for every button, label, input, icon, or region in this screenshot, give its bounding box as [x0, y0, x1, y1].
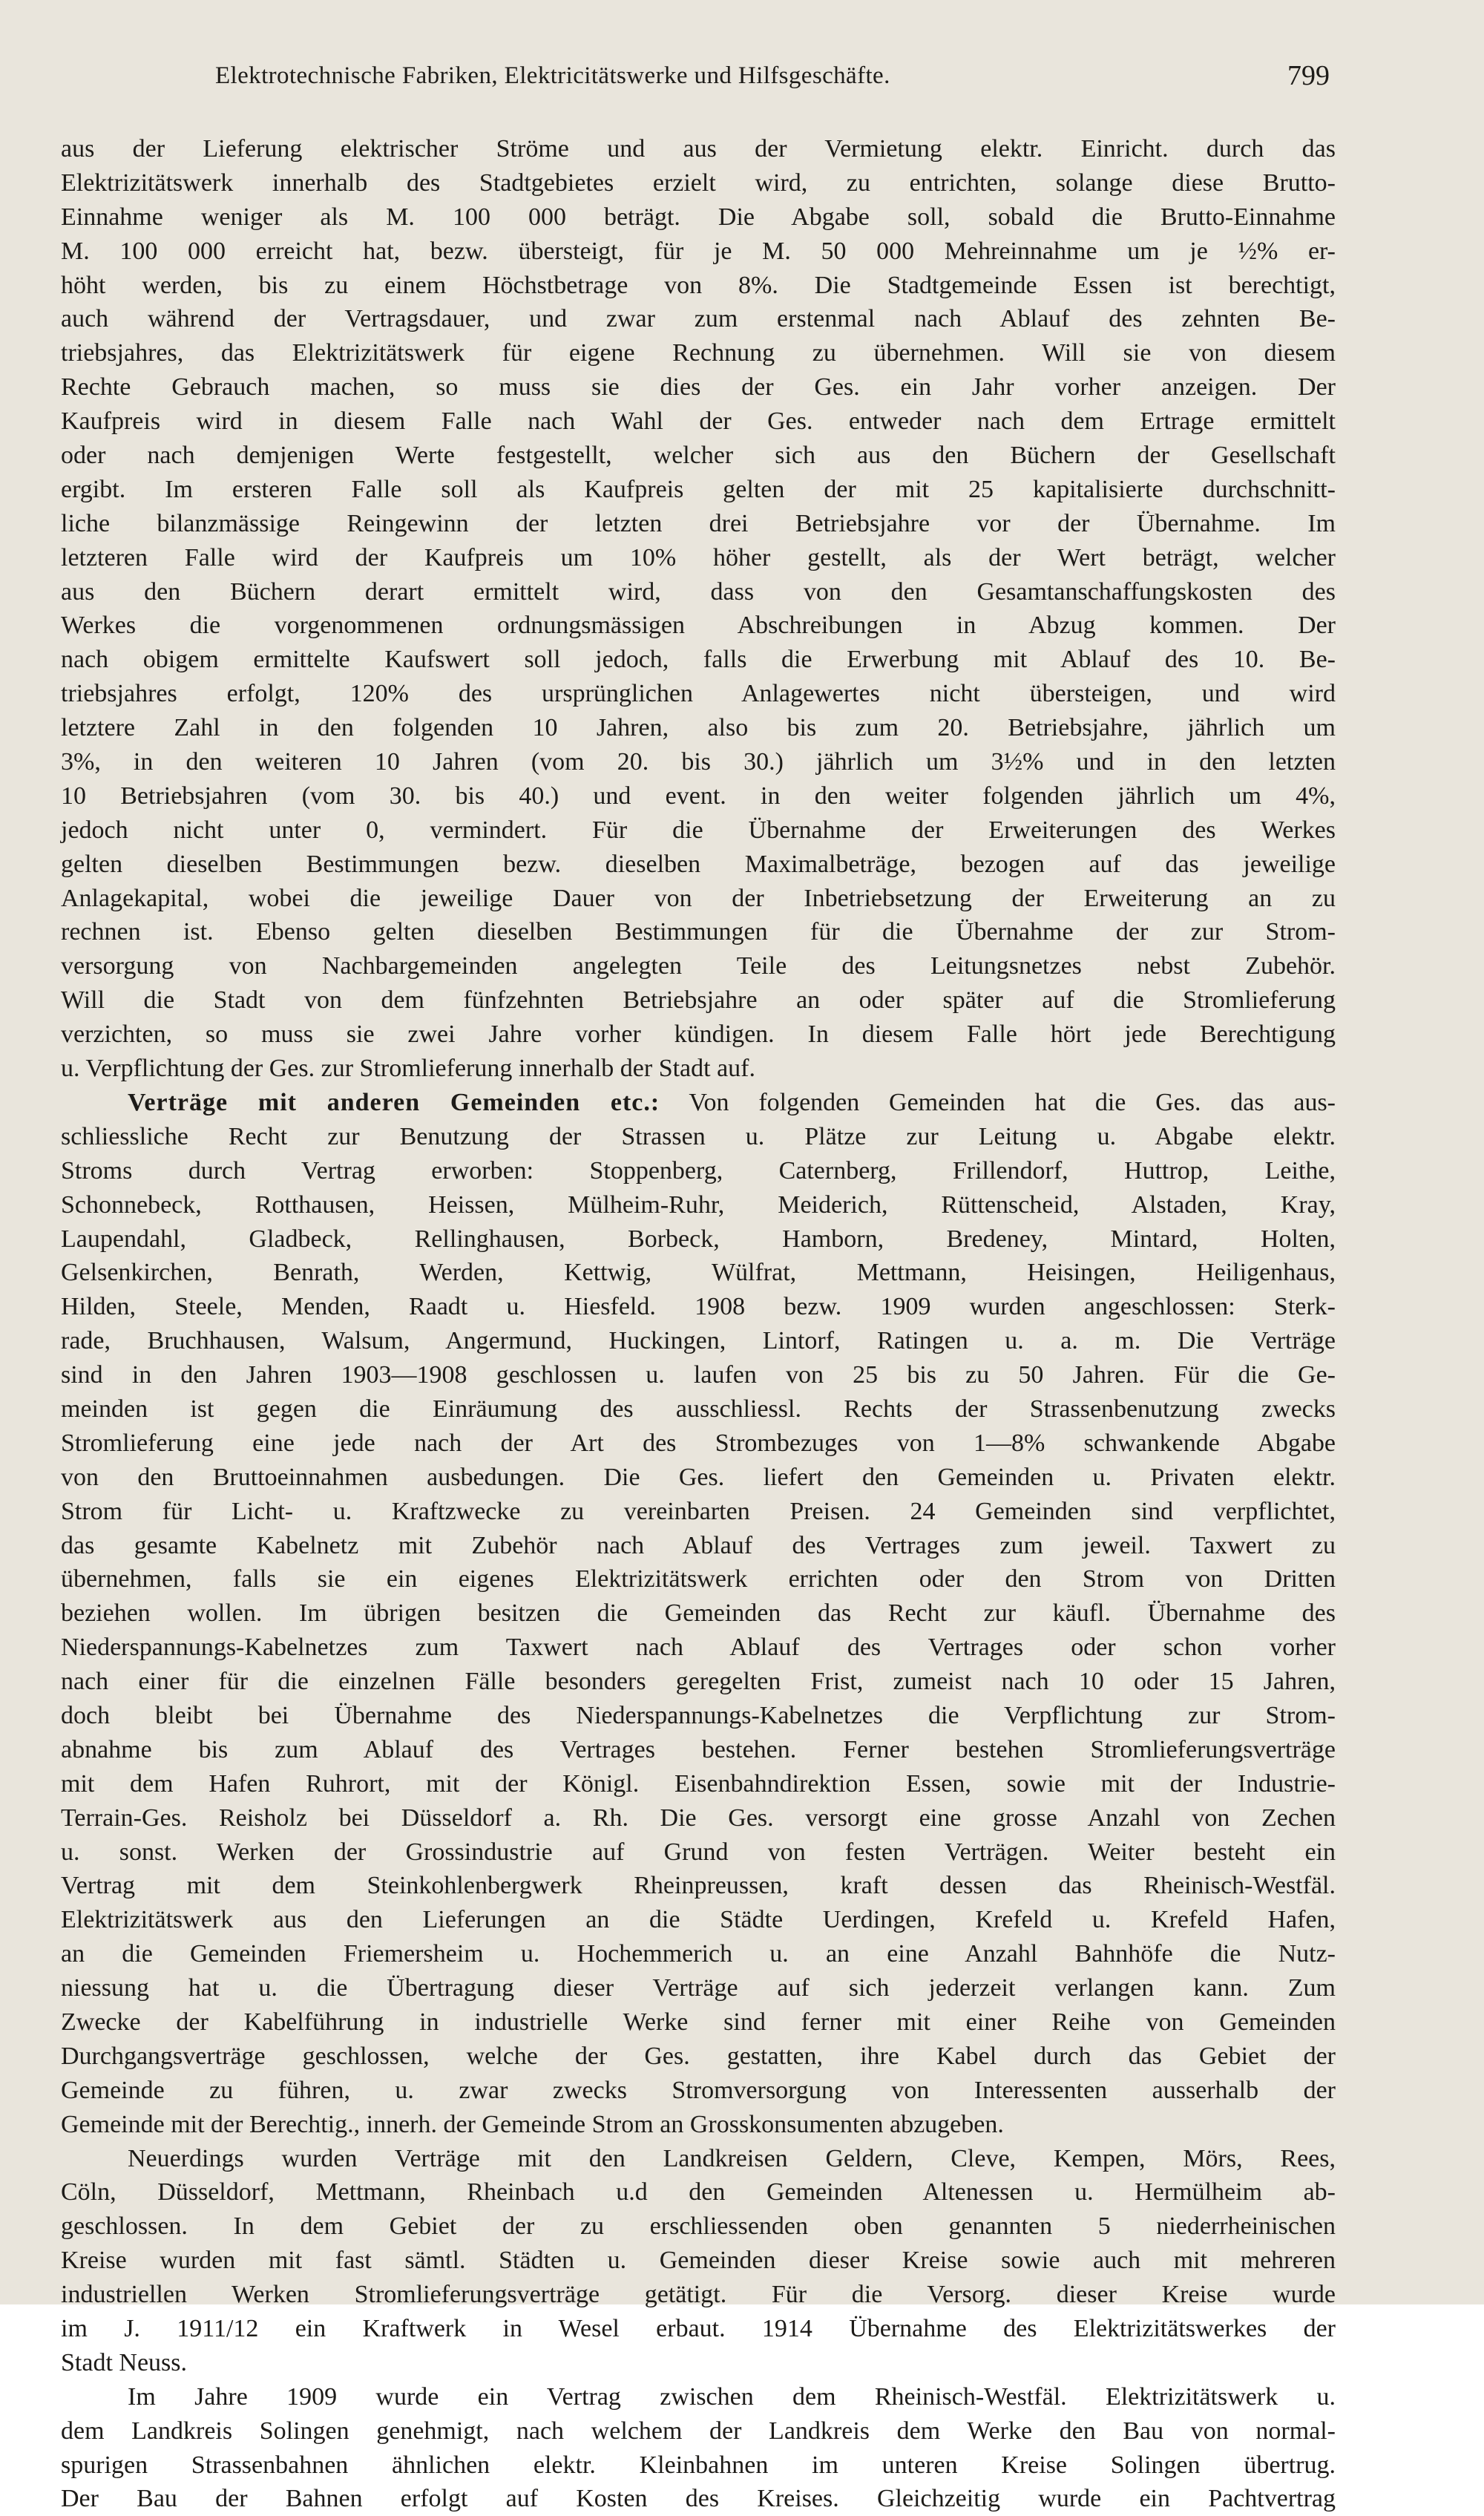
text-line: an die Gemeinden Friemersheim u. Hochemmerich u. an eine Anzahl Bahnhöfe die Nutz- — [61, 1940, 1336, 1968]
text-line: industriellen Werken Stromlieferungsverträge getätigt. Für die Versorg. dieser Kreise wurde — [61, 2281, 1336, 2309]
text-line: meinden ist gegen die Einräumung des ausschliessl. Rechts der Strassenbenutzung zwecks — [61, 1395, 1336, 1423]
page-header — [215, 62, 1350, 107]
text-line: mit dem Hafen Ruhrort, mit der Königl. Eisenbahndirektion Essen, sowie mit der Industrie- — [61, 1769, 1336, 1798]
text-line: versorgung von Nachbargemeinden angelegten Teile des Leitungsnetzes nebst Zubehör. — [61, 952, 1336, 980]
text-line: liche bilanzmässige Reingewinn der letzten drei Betriebsjahre vor der Übernahme. Im — [61, 509, 1336, 537]
text-line: gelten dieselben Bestimmungen bezw. dieselben Maximalbeträge, bezogen auf das jeweilige — [61, 850, 1336, 878]
text-line: triebsjahres, das Elektrizitätswerk für eigene Rechnung zu übernehmen. Will sie von diesem — [61, 339, 1336, 367]
text-line: Im Jahre 1909 wurde ein Vertrag zwischen dem Rheinisch-Westfäl. Elektrizitätswerk u. — [128, 2382, 1336, 2411]
text-line: M. 100 000 erreicht hat, bezw. übersteigt, für je M. 50 000 Mehreinnahme um je ½% er- — [61, 237, 1336, 265]
text-line: nach einer für die einzelnen Fälle besonders geregelten Frist, zumeist nach 10 oder 15 Jahren, — [61, 1668, 1336, 1696]
text-line: jedoch nicht unter 0, vermindert. Für die Übernahme der Erweiterungen des Werkes — [61, 816, 1336, 844]
text-line: Durchgangsverträge geschlossen, welche der Ges. gestatten, ihre Kabel durch das Gebiet der — [61, 2042, 1336, 2070]
text-line: im J. 1911/12 ein Kraftwerk in Wesel erbaut. 1914 Übernahme des Elektrizitätswerkes der — [61, 2315, 1336, 2342]
text-line: Will die Stadt von dem fünfzehnten Betriebsjahre an oder später auf die Stromlieferung — [61, 986, 1336, 1015]
text-line: Einnahme weniger als M. 100 000 beträgt. Die Abgabe soll, sobald die Brutto-Einnahme — [61, 203, 1336, 231]
text-line: rechnen ist. Ebenso gelten dieselben Bestimmungen für die Übernahme der zur Strom- — [61, 918, 1336, 946]
text-line: Gelsenkirchen, Benrath, Werden, Kettwig, Wülfrat, Mettmann, Heisingen, Heiligenhaus, — [61, 1259, 1336, 1287]
page-body — [61, 132, 1336, 2516]
text-line: dem Landkreis Solingen genehmigt, nach welchem der Landkreis dem Werke den Bau von normal- — [61, 2417, 1336, 2445]
text-line: 3%, in den weiteren 10 Jahren (vom 20. bis 30.) jährlich um 3½% und in den letzten — [61, 748, 1336, 776]
text-line: Rechte Gebrauch machen, so muss sie dies der Ges. ein Jahr vorher anzeigen. Der — [61, 373, 1336, 402]
text-line: Stadt Neuss. — [61, 2348, 187, 2376]
text-line: Schonnebeck, Rotthausen, Heissen, Mülheim-Ruhr, Meiderich, Rüttenscheid, Alstaden, Kray, — [61, 1190, 1336, 1219]
text-line: letzteren Falle wird der Kaufpreis um 10% höher gestellt, als der Wert beträgt, welcher — [61, 543, 1336, 571]
text-line: Hilden, Steele, Menden, Raadt u. Hiesfeld. 1908 bezw. 1909 wurden angeschlossen: Sterk- — [61, 1293, 1336, 1321]
text-line: aus der Lieferung elektrischer Ströme und aus der Vermietung elektr. Einricht. durch das — [61, 135, 1336, 163]
text-line: Stromlieferung eine jede nach der Art des Strombezuges von 1—8% schwankende Abgabe — [61, 1429, 1336, 1457]
text-line: Cöln, Düsseldorf, Mettmann, Rheinbach u.d den Gemeinden Altenessen u. Hermülheim ab- — [61, 2178, 1336, 2207]
text-line: von den Bruttoeinnahmen ausbedungen. Die Ges. liefert den Gemeinden u. Privaten elektr. — [61, 1463, 1336, 1491]
text-line: Gemeinde mit der Berechtig., innerh. der Gemeinde Strom an Grosskonsumenten abzugeben. — [61, 2110, 1004, 2138]
text-line: Strom für Licht- u. Kraftzwecke zu vereinbarten Preisen. 24 Gemeinden sind verpflichtet, — [61, 1497, 1336, 1525]
text-line: Terrain-Ges. Reisholz bei Düsseldorf a. Rh. Die Ges. versorgt eine grosse Anzahl von Zechen — [61, 1804, 1336, 1832]
section-heading-line — [61, 1086, 1336, 1120]
text-line: ergibt. Im ersteren Falle soll als Kaufpreis gelten der mit 25 kapitalisierte durchschnitt- — [61, 475, 1336, 503]
text-line: sind in den Jahren 1903—1908 geschlossen u. laufen von 25 bis zu 50 Jahren. Für die Ge- — [61, 1361, 1336, 1389]
text-line: u. sonst. Werken der Grossindustrie auf Grund von festen Verträgen. Weiter besteht ein — [61, 1838, 1336, 1866]
text-line: Niederspannungs-Kabelnetzes zum Taxwert nach Ablauf des Vertrages oder schon vorher — [61, 1634, 1336, 1662]
text-line: Neuerdings wurden Verträge mit den Landkreisen Geldern, Cleve, Kempen, Mörs, Rees, — [128, 2144, 1336, 2172]
text-line: verzichten, so muss sie zwei Jahre vorher kündigen. In diesem Falle hört jede Berechtigung — [61, 1021, 1336, 1049]
text-line: beziehen wollen. Im übrigen besitzen die Gemeinden das Recht zur käufl. Übernahme des — [61, 1599, 1336, 1628]
text-line: Stroms durch Vertrag erworben: Stoppenberg, Caternberg, Frillendorf, Huttrop, Leithe, — [61, 1156, 1336, 1185]
text-line: nach obigem ermittelte Kaufswert soll jedoch, falls die Erwerbung mit Ablauf des 10. Be- — [61, 646, 1336, 674]
page-number: 799 — [1287, 60, 1330, 91]
heading-line-text: Von folgenden Gemeinden hat die Ges. das aus- — [689, 1088, 1336, 1116]
text-line: spurigen Strassenbahnen ähnlichen elektr. Kleinbahnen im unteren Kreise Solingen übertrug. — [61, 2451, 1336, 2479]
text-line: das gesamte Kabelnetz mit Zubehör nach Ablauf des Vertrages zum jeweil. Taxwert zu — [61, 1531, 1336, 1559]
text-line: aus den Büchern derart ermittelt wird, dass von den Gesamtanschaffungskosten des — [61, 577, 1336, 606]
text-line: Anlagekapital, wobei die jeweilige Dauer von der Inbetriebsetzung der Erweiterung an zu — [61, 884, 1336, 912]
text-line: niessung hat u. die Übertragung dieser Verträge auf sich jederzeit verlangen kann. Zum — [61, 1974, 1336, 2002]
text-line: Zwecke der Kabelführung in industrielle Werke sind ferner mit einer Reihe von Gemeinden — [61, 2008, 1336, 2036]
text-line: Elektrizitätswerk aus den Lieferungen an die Städte Uerdingen, Krefeld u. Krefeld Hafen, — [61, 1906, 1336, 1934]
text-line: Elektrizitätswerk innerhalb des Stadtgebietes erzielt wird, zu entrichten, solange diese Brutto- — [61, 168, 1336, 197]
text-line: geschlossen. In dem Gebiet der zu erschliessenden oben genannten 5 niederrheinischen — [61, 2212, 1336, 2241]
text-line: Gemeinde zu führen, u. zwar zwecks Stromversorgung von Interessenten ausserhalb der — [61, 2076, 1336, 2104]
section-heading: Verträge mit anderen Gemeinden etc.: — [128, 1088, 660, 1116]
text-line: Vertrag mit dem Steinkohlenbergwerk Rheinpreussen, kraft dessen das Rheinisch-Westfäl. — [61, 1872, 1336, 1900]
text-line: schliessliche Recht zur Benutzung der Strassen u. Plätze zur Leitung u. Abgabe elektr. — [61, 1122, 1336, 1150]
text-line: u. Verpflichtung der Ges. zur Stromlieferung innerhalb der Stadt auf. — [61, 1055, 755, 1083]
text-line: triebsjahres erfolgt, 120% des ursprünglichen Anlagewertes nicht übersteigen, und wird — [61, 680, 1336, 708]
text-line: 10 Betriebsjahren (vom 30. bis 40.) und event. in den weiter folgenden jährlich um 4%, — [61, 782, 1336, 810]
text-line: Werkes die vorgenommenen ordnungsmässigen Abschreibungen in Abzug kommen. Der — [61, 612, 1336, 640]
text-line: übernehmen, falls sie ein eigenes Elektrizitätswerk errichten oder den Strom von Dritten — [61, 1565, 1336, 1593]
text-line: Kreise wurden mit fast sämtl. Städten u. Gemeinden dieser Kreise sowie auch mit mehreren — [61, 2247, 1336, 2275]
text-line: letztere Zahl in den folgenden 10 Jahren, also bis zum 20. Betriebsjahre, jährlich um — [61, 714, 1336, 742]
text-line: abnahme bis zum Ablauf des Vertrages bestehen. Ferner bestehen Stromlieferungsverträge — [61, 1735, 1336, 1763]
text-line: höht werden, bis zu einem Höchstbetrage von 8%. Die Stadtgemeinde Essen ist berechtigt, — [61, 271, 1336, 299]
text-line: Der Bau der Bahnen erfolgt auf Kosten des Kreises. Gleichzeitig wurde ein Pachtvertrag — [61, 2485, 1336, 2513]
text-line: rade, Bruchhausen, Walsum, Angermund, Huckingen, Lintorf, Ratingen u. a. m. Die Verträge — [61, 1327, 1336, 1355]
text-line: oder nach demjenigen Werte festgestellt, welcher sich aus den Büchern der Gesellschaft — [61, 442, 1336, 470]
text-line: doch bleibt bei Übernahme des Niederspannungs-Kabelnetzes die Verpflichtung zur Strom- — [61, 1701, 1336, 1729]
text-line: auch während der Vertragsdauer, und zwar zum erstenmal nach Ablauf des zehnten Be- — [61, 305, 1336, 333]
text-line: Laupendahl, Gladbeck, Rellinghausen, Borbeck, Hamborn, Bredeney, Mintard, Holten, — [61, 1225, 1336, 1253]
text-line: Kaufpreis wird in diesem Falle nach Wahl der Ges. entweder nach dem Ertrage ermittelt — [61, 407, 1336, 436]
running-title: Elektrotechnische Fabriken, Elektricitätswerke und Hilfsgeschäfte. — [215, 62, 890, 89]
